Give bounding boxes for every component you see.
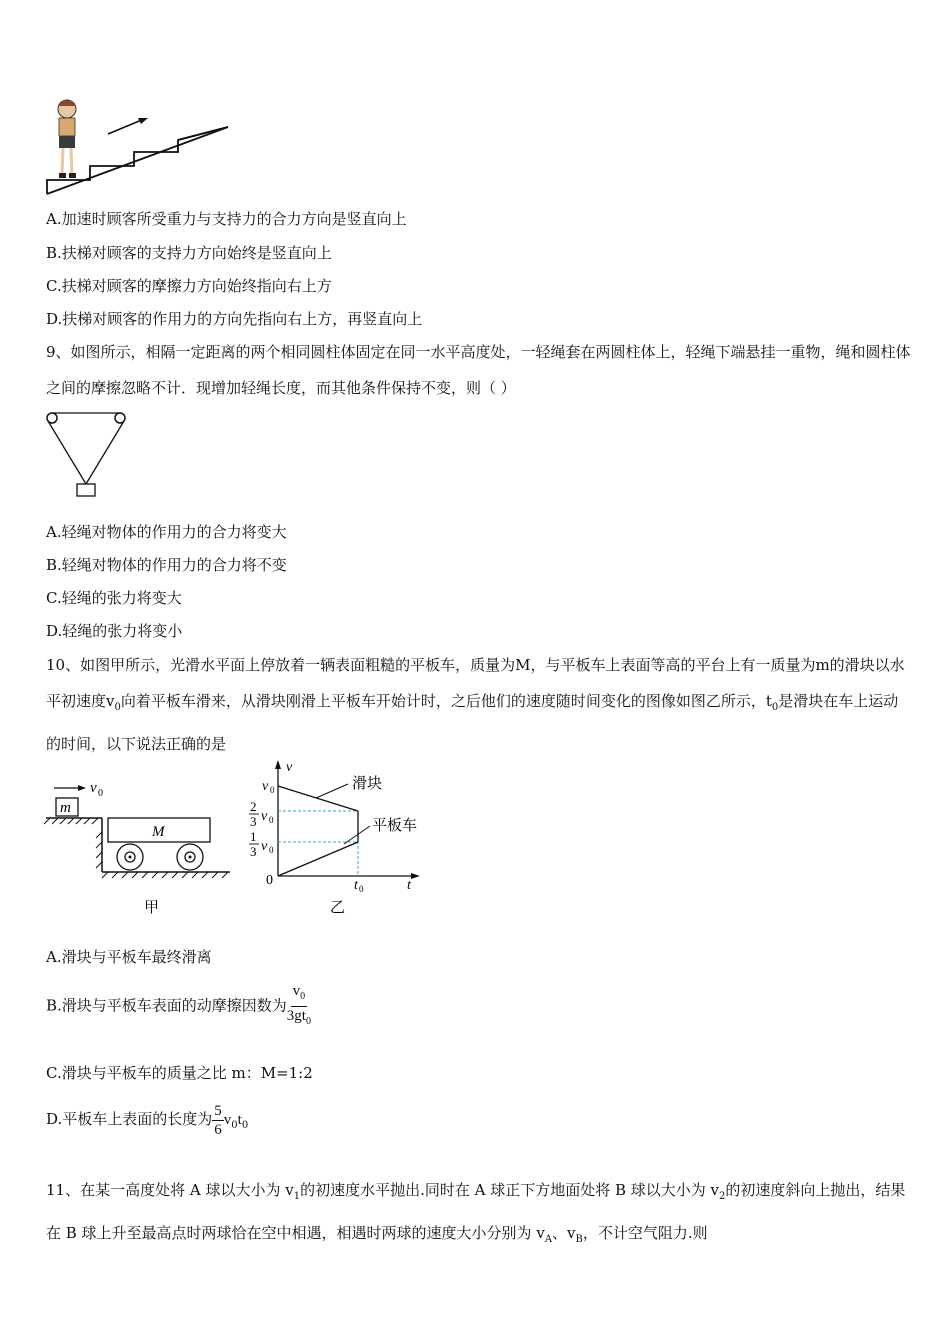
q9-option-a: A.轻绳对物体的作用力的合力将变大 (46, 523, 287, 541)
figure-jia (44, 772, 234, 917)
label-slider: 滑块 (352, 776, 383, 792)
q11-stem: 11、在某一高度处将 A 球以大小为 $v_1$的初速度水平抛出.同时在 A 球正下方地面处将 B 球以大小为 $v_2$的初速度斜向上抛出，结果在 B 球上升至最高点时两球恰在空中相遇，相遇时两球的速度大小分别为 $v_A$、$v_B$，不计空气阻力.则 (46, 1181, 906, 1245)
q8-option-d: D.扶梯对顾客的作用力的方向先指向右上方，再竖直向上 (46, 310, 423, 328)
svg-text:0: 0 (359, 884, 364, 894)
svg-text:3: 3 (250, 844, 257, 859)
q9-option-d: D.轻绳的张力将变小 (46, 622, 183, 640)
q10-option-a: A.滑块与平板车最终滑离 (46, 948, 212, 966)
q8-option-c: C.扶梯对顾客的摩擦力方向始终指向右上方 (46, 277, 332, 295)
rope-cylinders-figure (44, 410, 134, 500)
slider-m-label: m (60, 800, 71, 816)
q10-option-b: B.滑块与平板车表面的动摩擦因数为 $\frac{v_0}{3gt_0}$ (46, 982, 311, 1031)
q8-option-a: A.加速时顾客所受重力与支持力的合力方向是竖直向上 (46, 210, 407, 228)
caption-jia: 甲 (144, 900, 160, 916)
length-fraction: $\frac{5}{6}$ (214, 1102, 222, 1138)
cart-M-label: M (152, 824, 165, 840)
q10-option-d: D.平板车上表面的长度为 $\frac{5}{6}$ $v_0t_0$ (46, 1102, 249, 1138)
origin-label: 0 (266, 873, 273, 888)
svg-text:0: 0 (98, 788, 103, 799)
q10-stem: 10、如图甲所示，光滑水平面上停放着一辆表面粗糙的平板车，质量为M，与平板车上表面等高的平台上有一质量为m的滑块以水平初速度$v_0$向着平板车滑来，从滑块刚滑上平板车开始计时，之后他们的速度随时间变化的图像如图乙所示，$t_0$是滑块在车上运动的时间，以下说法正确的是 (46, 656, 905, 753)
axis-v-label: v (286, 760, 293, 775)
friction-fraction: $\frac{v_0}{3gt_0}$ (286, 983, 311, 1027)
label-cart: 平板车 (372, 818, 418, 834)
tick-t0: t (354, 878, 358, 893)
caption-yi: 乙 (330, 900, 346, 916)
escalator-figure (44, 96, 239, 198)
svg-text:0: 0 (269, 845, 274, 855)
tick-two-thirds-v0: v (261, 809, 268, 824)
svg-text:0: 0 (269, 815, 274, 825)
svg-text:3: 3 (250, 814, 257, 829)
q9-option-c: C.轻绳的张力将变大 (46, 589, 182, 607)
figure-yi (244, 758, 434, 916)
q8-option-b: B.扶梯对顾客的支持力方向始终是竖直向上 (46, 244, 332, 262)
q9-stem: 9、如图所示，相隔一定距离的两个相同圆柱体固定在同一水平高度处，一轻绳套在两圆柱体上，轻绳下端悬挂一重物，绳和圆柱体之间的摩擦忽略不计．现增加轻绳长度，而其他条件保持不变，则（ ） (46, 343, 911, 397)
svg-text:2: 2 (250, 799, 257, 814)
svg-text:0: 0 (270, 785, 275, 795)
q10-option-c: C.滑块与平板车的质量之比 m：M=1:2 (46, 1064, 313, 1082)
axis-t-label: t (407, 878, 411, 893)
v0-label: v (90, 780, 97, 796)
svg-text:1: 1 (250, 829, 257, 844)
tick-one-third-v0: v (261, 839, 268, 854)
tick-v0: v (262, 779, 269, 794)
q9-option-b: B.轻绳对物体的作用力的合力将不变 (46, 556, 287, 574)
